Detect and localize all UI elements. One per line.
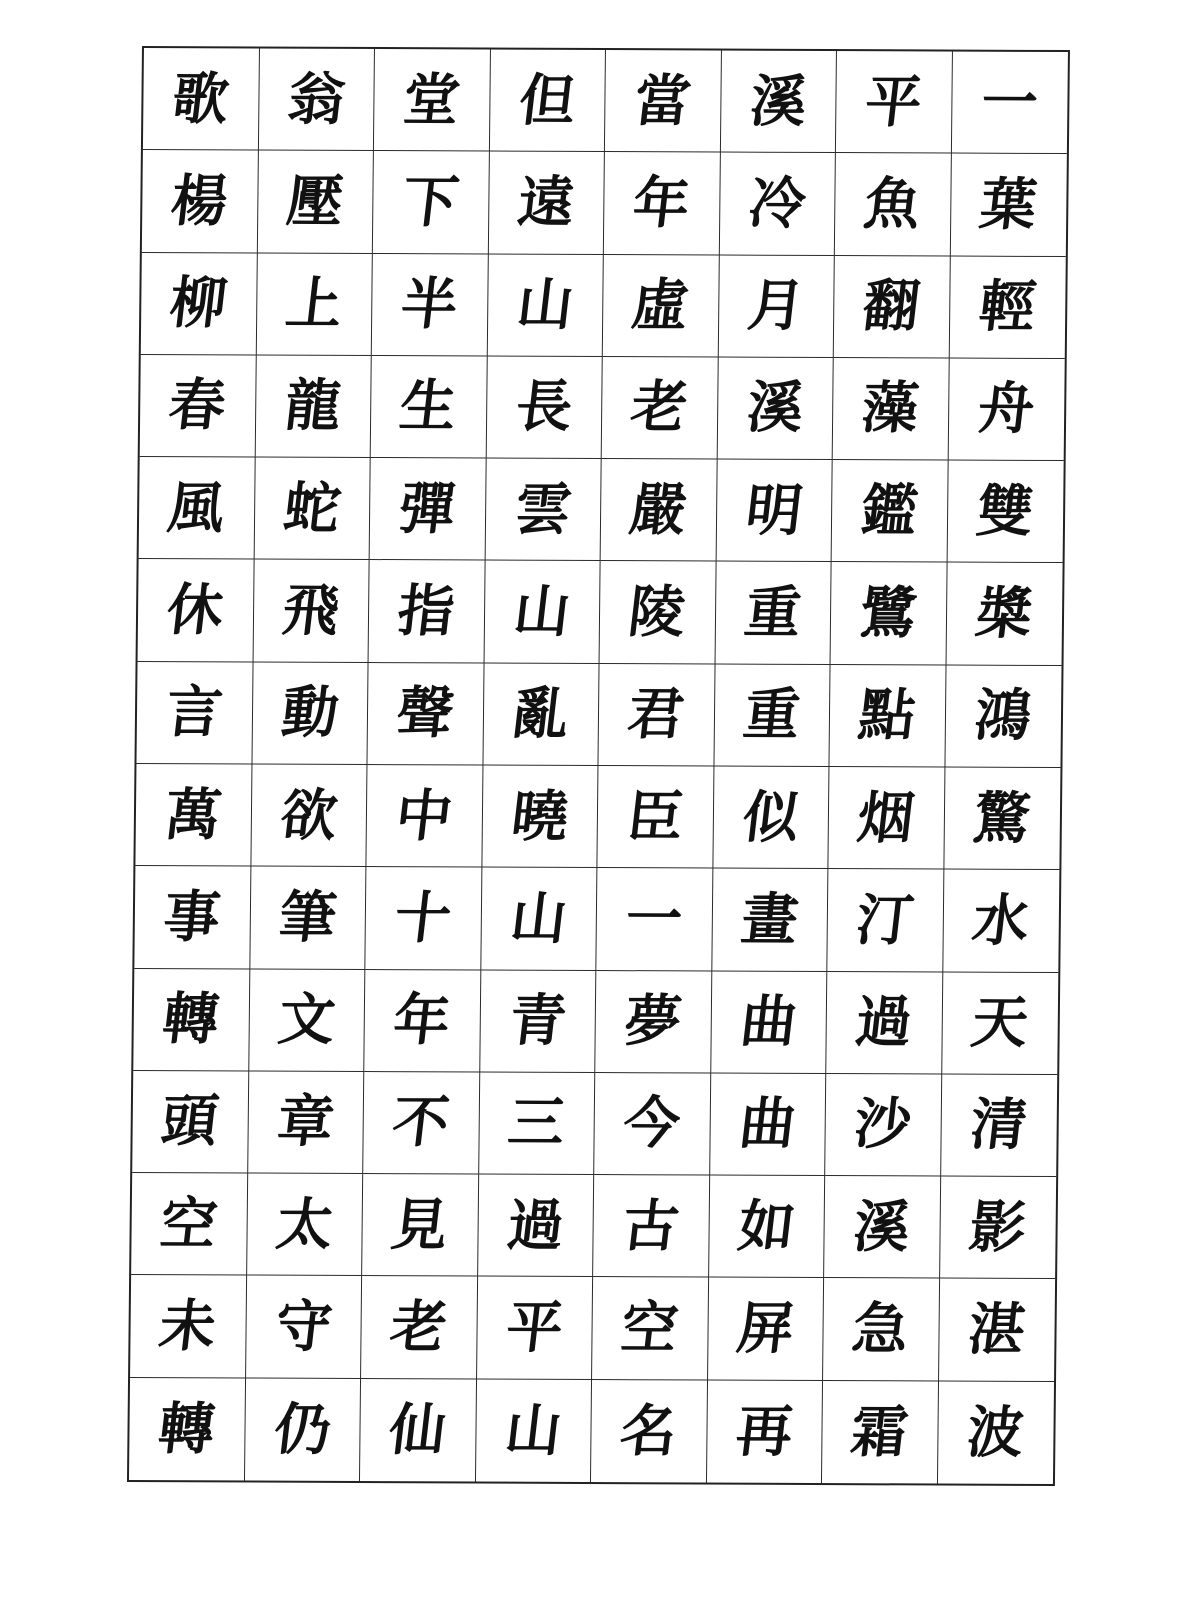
calligraphy-character: 曲	[735, 1091, 800, 1158]
grid-cell	[948, 358, 1065, 461]
calligraphy-character: 轉	[154, 1395, 219, 1463]
calligraphy-character: 歌	[168, 65, 233, 133]
calligraphy-character: 仍	[270, 1396, 335, 1463]
grid-cell	[836, 51, 953, 154]
grid-cell	[252, 662, 369, 765]
calligraphy-character: 不	[389, 1089, 453, 1156]
calligraphy-character: 重	[741, 579, 805, 646]
grid-cell	[833, 358, 950, 461]
calligraphy-character: 過	[503, 1192, 568, 1259]
calligraphy-character: 似	[738, 784, 803, 851]
calligraphy-character: 老	[627, 374, 692, 441]
grid-cell	[257, 151, 374, 254]
grid-cell	[366, 765, 483, 868]
calligraphy-character: 天	[968, 989, 1032, 1057]
calligraphy-character: 未	[156, 1293, 220, 1360]
grid-cell	[945, 665, 1062, 768]
calligraphy-character: 汀	[853, 887, 917, 954]
grid-cell	[824, 1176, 941, 1279]
calligraphy-character: 青	[505, 987, 570, 1055]
calligraphy-character: 重	[739, 682, 804, 749]
calligraphy-character: 遠	[514, 169, 578, 236]
calligraphy-character: 鑑	[857, 477, 922, 545]
calligraphy-character: 但	[515, 67, 579, 134]
grid-cell	[361, 1276, 478, 1379]
grid-cell	[133, 969, 250, 1072]
grid-cell	[949, 256, 1066, 359]
grid-cell	[605, 50, 722, 153]
grid-cell	[258, 49, 375, 152]
grid-cell	[249, 969, 366, 1072]
calligraphy-character: 筆	[275, 884, 340, 951]
calligraphy-character: 守	[271, 1293, 336, 1360]
grid-cell	[255, 355, 372, 458]
calligraphy-character: 波	[963, 1399, 1028, 1466]
calligraphy-character: 溪	[850, 1193, 914, 1261]
grid-cell	[825, 1074, 942, 1177]
calligraphy-grid	[127, 46, 1070, 1486]
calligraphy-character: 嚴	[626, 476, 691, 544]
grid-cell	[708, 1278, 825, 1381]
calligraphy-character: 彈	[395, 475, 460, 543]
grid-cell	[942, 972, 1059, 1075]
calligraphy-character: 翁	[284, 66, 349, 133]
grid-cell	[139, 457, 256, 560]
grid-cell	[604, 152, 721, 255]
calligraphy-character: 轉	[159, 986, 223, 1053]
grid-cell	[130, 1275, 247, 1378]
grid-cell	[831, 562, 948, 665]
calligraphy-character: 聲	[393, 680, 458, 747]
calligraphy-character: 欲	[276, 782, 341, 849]
grid-cell	[823, 1278, 940, 1381]
grid-cell	[591, 1380, 708, 1483]
grid-cell	[950, 154, 1067, 257]
grid-cell	[370, 458, 487, 561]
grid-cell	[594, 1073, 711, 1176]
calligraphy-character: 事	[160, 884, 224, 951]
calligraphy-character: 夢	[621, 988, 685, 1055]
grid-cell	[941, 1074, 1058, 1177]
grid-cell	[138, 559, 255, 662]
grid-cell	[248, 1071, 365, 1174]
calligraphy-character: 平	[861, 68, 926, 136]
calligraphy-character: 月	[744, 272, 808, 340]
calligraphy-character: 年	[390, 987, 454, 1054]
calligraphy-character: 上	[282, 270, 346, 338]
calligraphy-character: 山	[513, 271, 577, 339]
calligraphy-character: 輕	[975, 273, 1040, 341]
calligraphy-character: 藻	[858, 375, 923, 442]
calligraphy-character: 長	[512, 374, 576, 441]
calligraphy-character: 畫	[737, 886, 802, 953]
calligraphy-character: 空	[618, 1295, 682, 1362]
calligraphy-character: 頭	[158, 1088, 222, 1155]
grid-cell	[256, 253, 373, 356]
grid-cell	[363, 1072, 480, 1175]
calligraphy-character: 動	[277, 679, 342, 747]
grid-cell	[715, 562, 832, 665]
grid-cell	[369, 560, 486, 663]
calligraphy-character: 雙	[973, 478, 1038, 545]
calligraphy-character: 水	[969, 887, 1033, 954]
calligraphy-character: 三	[504, 1090, 569, 1157]
grid-cell	[131, 1173, 248, 1276]
calligraphy-character: 再	[732, 1398, 797, 1465]
grid-cell	[601, 459, 718, 562]
grid-cell	[947, 461, 1064, 564]
grid-cell	[132, 1071, 249, 1174]
grid-cell	[597, 766, 714, 869]
calligraphy-character: 山	[506, 885, 571, 952]
grid-cell	[247, 1174, 364, 1277]
calligraphy-character: 如	[734, 1193, 799, 1260]
calligraphy-character: 過	[852, 989, 916, 1056]
grid-cell	[593, 1175, 710, 1278]
grid-cell	[712, 869, 829, 972]
grid-cell	[595, 971, 712, 1074]
calligraphy-character: 十	[391, 885, 455, 952]
calligraphy-character: 山	[501, 1397, 566, 1464]
calligraphy-character: 柳	[166, 270, 231, 337]
grid-cell	[244, 1378, 361, 1481]
grid-cell	[367, 663, 484, 766]
calligraphy-character: 虛	[628, 272, 693, 339]
grid-cell	[714, 664, 831, 767]
calligraphy-character: 古	[619, 1192, 683, 1260]
grid-cell	[939, 1279, 1056, 1382]
calligraphy-character: 年	[629, 170, 694, 237]
calligraphy-character: 影	[966, 1194, 1030, 1261]
calligraphy-character: 指	[394, 578, 459, 645]
grid-cell	[944, 768, 1061, 871]
grid-cell	[489, 50, 606, 153]
grid-cell	[365, 867, 482, 970]
grid-cell	[483, 663, 600, 766]
grid-cell	[134, 866, 251, 969]
calligraphy-character: 清	[967, 1092, 1031, 1159]
calligraphy-character: 翻	[859, 273, 924, 340]
grid-cell	[481, 868, 598, 971]
grid-cell	[362, 1174, 479, 1277]
calligraphy-character: 湛	[965, 1296, 1029, 1363]
grid-cell	[709, 1176, 826, 1279]
grid-cell	[718, 255, 835, 358]
grid-cell	[360, 1379, 477, 1482]
calligraphy-character: 鴻	[971, 683, 1036, 750]
calligraphy-character: 點	[855, 682, 920, 749]
grid-cell	[713, 767, 830, 870]
grid-cell	[603, 255, 720, 358]
calligraphy-character: 驚	[970, 785, 1034, 852]
grid-cell	[140, 355, 257, 458]
calligraphy-character: 春	[165, 372, 230, 439]
calligraphy-character: 雲	[511, 476, 575, 543]
calligraphy-character: 今	[620, 1090, 684, 1157]
calligraphy-character: 半	[397, 271, 462, 338]
grid-cell	[832, 460, 949, 563]
grid-cell	[711, 971, 828, 1074]
grid-cell	[598, 664, 715, 767]
grid-cell	[364, 970, 481, 1073]
grid-cell	[822, 1381, 939, 1484]
calligraphy-character: 平	[502, 1294, 567, 1361]
calligraphy-character: 一	[622, 886, 686, 953]
calligraphy-character: 生	[396, 373, 461, 440]
calligraphy-character: 龍	[281, 373, 345, 440]
grid-cell	[827, 869, 944, 972]
calligraphy-character: 仙	[385, 1396, 450, 1464]
grid-cell	[717, 357, 834, 460]
calligraphy-character: 楊	[167, 168, 232, 235]
grid-cell	[141, 253, 258, 356]
grid-cell	[477, 1277, 594, 1380]
grid-cell	[250, 867, 367, 970]
calligraphy-character: 舟	[974, 376, 1039, 443]
grid-cell	[835, 153, 952, 256]
calligraphy-character: 冷	[745, 170, 809, 237]
grid-cell	[826, 972, 943, 1075]
calligraphy-character: 空	[157, 1190, 221, 1258]
calligraphy-character: 烟	[854, 784, 918, 852]
grid-cell	[475, 1379, 592, 1482]
grid-cell	[480, 970, 597, 1073]
grid-cell	[592, 1277, 709, 1380]
grid-cell	[716, 460, 833, 563]
calligraphy-character: 言	[162, 679, 227, 746]
grid-cell	[940, 1177, 1057, 1280]
grid-cell	[129, 1378, 246, 1481]
calligraphy-character: 飛	[279, 577, 343, 644]
grid-cell	[143, 48, 260, 151]
grid-cell	[373, 151, 490, 254]
grid-cell	[719, 153, 836, 256]
calligraphy-character: 下	[398, 169, 463, 236]
calligraphy-character: 君	[624, 681, 689, 748]
grid-cell	[479, 1072, 596, 1175]
grid-cell	[487, 254, 604, 357]
calligraphy-character: 堂	[399, 66, 464, 134]
grid-cell	[600, 561, 717, 664]
calligraphy-character: 急	[849, 1296, 913, 1363]
calligraphy-character: 陵	[625, 579, 690, 646]
calligraphy-character: 名	[616, 1397, 681, 1465]
calligraphy-character: 休	[163, 577, 228, 644]
grid-cell	[372, 254, 489, 357]
grid-cell	[484, 561, 601, 664]
calligraphy-character: 蛇	[280, 475, 344, 542]
grid-cell	[135, 764, 252, 867]
grid-cell	[142, 150, 259, 253]
calligraphy-character: 葉	[976, 171, 1041, 238]
grid-cell	[834, 256, 951, 359]
calligraphy-character: 萬	[161, 781, 226, 848]
calligraphy-character: 一	[977, 69, 1042, 136]
calligraphy-character: 溪	[746, 68, 810, 135]
grid-cell	[720, 51, 837, 154]
grid-cell	[488, 152, 605, 255]
calligraphy-character: 山	[510, 578, 574, 645]
grid-cell	[251, 764, 368, 867]
calligraphy-character: 中	[392, 782, 457, 849]
grid-cell	[478, 1175, 595, 1278]
calligraphy-character: 見	[388, 1191, 452, 1259]
calligraphy-character: 風	[164, 474, 229, 542]
calligraphy-character: 曉	[507, 783, 572, 850]
grid-cell	[482, 765, 599, 868]
calligraphy-character: 曲	[736, 988, 801, 1056]
calligraphy-character: 溪	[743, 375, 807, 442]
grid-cell	[485, 459, 602, 562]
grid-cell	[602, 357, 719, 460]
grid-cell	[951, 52, 1068, 155]
calligraphy-character: 明	[742, 477, 806, 544]
calligraphy-character: 魚	[860, 171, 925, 238]
grid-cell	[706, 1380, 823, 1483]
grid-cell	[253, 560, 370, 663]
grid-cell	[374, 49, 491, 152]
grid-cell	[254, 458, 371, 561]
grid-cell	[828, 767, 945, 870]
calligraphy-character: 亂	[508, 681, 573, 748]
calligraphy-character: 章	[273, 1089, 338, 1156]
calligraphy-character: 壓	[283, 168, 347, 235]
calligraphy-character: 太	[272, 1191, 337, 1258]
grid-cell	[246, 1276, 363, 1379]
grid-cell	[486, 356, 603, 459]
grid-cell	[710, 1073, 827, 1176]
calligraphy-character: 文	[274, 986, 339, 1054]
calligraphy-character: 沙	[851, 1091, 915, 1158]
grid-cell	[596, 868, 713, 971]
calligraphy-character: 老	[387, 1294, 451, 1361]
grid-cell	[371, 356, 488, 459]
calligraphy-character: 鷺	[856, 580, 921, 647]
calligraphy-character: 屏	[733, 1295, 798, 1362]
calligraphy-character: 霜	[847, 1399, 912, 1466]
grid-cell	[136, 662, 253, 765]
calligraphy-character: 槳	[972, 580, 1037, 647]
grid-cell	[829, 665, 946, 768]
grid-cell	[943, 870, 1060, 973]
grid-cell	[937, 1381, 1054, 1484]
calligraphy-character: 臣	[623, 783, 687, 850]
grid-cell	[946, 563, 1063, 666]
calligraphy-character: 當	[630, 67, 695, 135]
